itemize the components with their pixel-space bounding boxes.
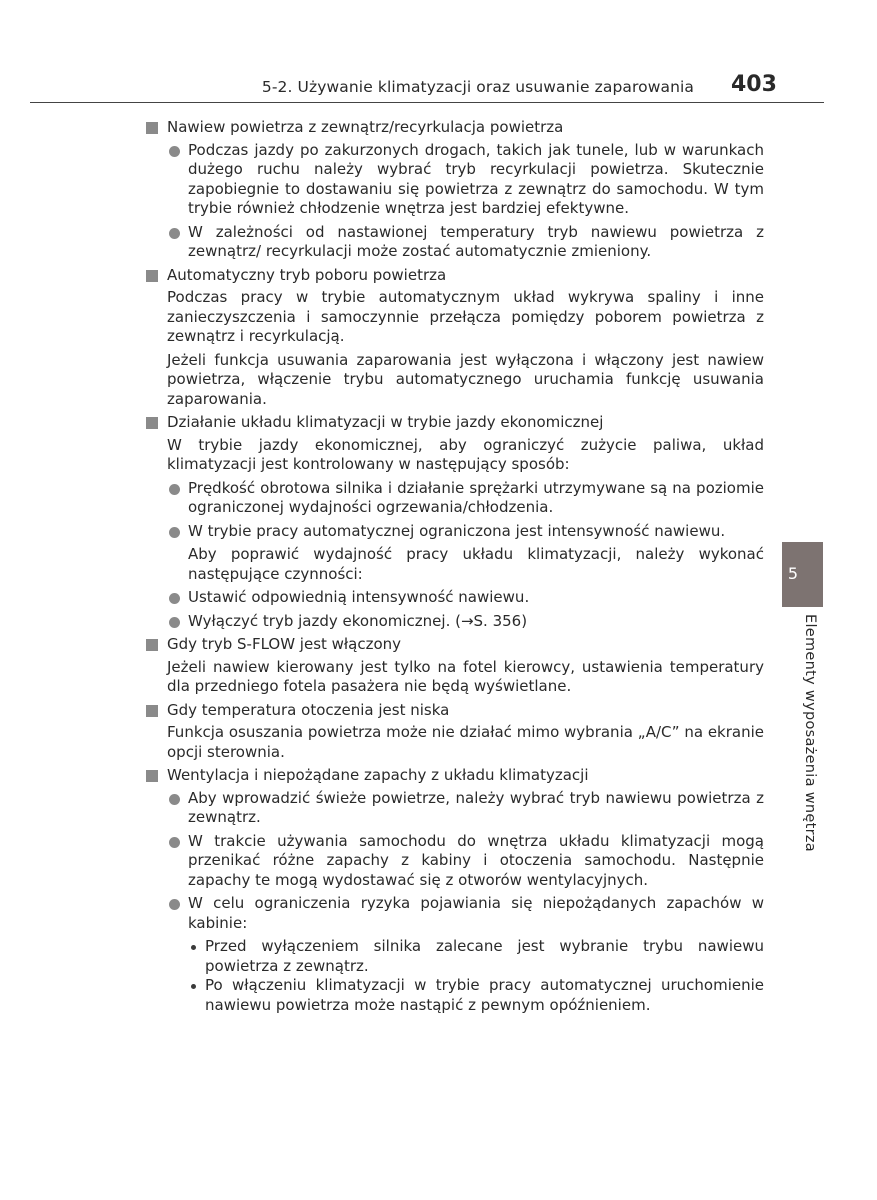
paragraph: W trybie jazdy ekonomicznej, aby ograniczyć zużycie paliwa, układ klimatyzacji jest kontrolowany w następujący sposób:: [167, 435, 764, 473]
circle-bullet-icon: [169, 484, 180, 495]
chapter-label: Elementy wyposażenia wnętrza: [802, 614, 818, 852]
small-dot-bullet-icon: [191, 984, 196, 989]
section-air-intake: [146, 118, 764, 262]
square-bullet-icon: [146, 639, 158, 651]
paragraph: Jeżeli funkcja usuwania zaparowania jest wyłączona i włączony jest nawiew powietrza, włączenie trybu automatycznego uruchamia funkcję usuwania zaparowania.: [167, 350, 764, 408]
circle-bullet-icon: [169, 146, 180, 157]
bullet-item: W celu ograniczenia ryzyka pojawiania się niepożądanych zapachów w kabinie:: [146, 894, 764, 933]
section-heading: Automatyczny tryb poboru powietrza: [146, 266, 764, 286]
small-dot-bullet-icon: [191, 945, 196, 950]
bullet-item: Ustawić odpowiednią intensywność nawiewu.: [146, 588, 764, 608]
bullet-item: Podczas jazdy po zakurzonych drogach, takich jak tunele, lub w warunkach dużego ruchu należy wybrać tryb recyrkulacji powietrza. Skutecznie zapobiegnie to dostawaniu się powietrza z zewnątrz do samochodu. W tym trybie również chłodzenie wnętrza jest bardziej efektywne.: [146, 141, 764, 219]
circle-bullet-icon: [169, 228, 180, 239]
page-number: 403: [731, 72, 777, 97]
section-low-temperature: [146, 701, 764, 763]
circle-bullet-icon: [169, 899, 180, 910]
square-bullet-icon: [146, 122, 158, 134]
paragraph: Funkcja osuszania powietrza może nie działać mimo wybrania „A/C” na ekranie opcji sterownia.: [167, 723, 764, 761]
header-rule: [30, 102, 824, 103]
circle-bullet-icon: [169, 593, 180, 604]
chapter-title: 5-2. Używanie klimatyzacji oraz usuwanie zaparowania: [261, 78, 694, 96]
section-heading: Gdy tryb S-FLOW jest włączony: [146, 635, 764, 655]
section-auto-intake: [146, 266, 764, 410]
square-bullet-icon: [146, 770, 158, 782]
paragraph: Podczas pracy w trybie automatycznym układ wykrywa spaliny i inne zanieczyszczenia i samoczynnie przełącza pomiędzy poborem powietrza z zewnątrz i recyrkulacją.: [167, 288, 764, 345]
section-s-flow: [146, 635, 764, 697]
bullet-item: Aby wprowadzić świeże powietrze, należy wybrać tryb nawiewu powietrza z zewnątrz.: [146, 789, 764, 828]
chapter-tab: [782, 542, 823, 607]
section-heading: Nawiew powietrza z zewnątrz/recyrkulacja powietrza: [146, 118, 764, 138]
section-heading: Działanie układu klimatyzacji w trybie jazdy ekonomicznej: [146, 413, 764, 433]
section-heading: Gdy temperatura otoczenia jest niska: [146, 701, 764, 721]
circle-bullet-icon: [169, 617, 180, 628]
section-eco-mode: [146, 413, 764, 631]
paragraph: Jeżeli nawiew kierowany jest tylko na fotel kierowcy, ustawienia temperatury dla przedniego fotela pasażera nie będą wyświetlane.: [167, 657, 764, 695]
bullet-item: W trybie pracy automatycznej ograniczona jest intensywność nawiewu.: [146, 522, 764, 542]
circle-bullet-icon: [169, 527, 180, 538]
bullet-item: W trakcie używania samochodu do wnętrza układu klimatyzacji mogą przenikać różne zapachy z kabiny i otoczenia samochodu. Następnie zapachy te mogą wydostawać się z otworów wentylacyjnych.: [146, 832, 764, 891]
circle-bullet-icon: [169, 794, 180, 805]
square-bullet-icon: [146, 705, 158, 717]
bullet-note: Aby poprawić wydajność pracy układu klimatyzacji, należy wykonać następujące czynności:: [188, 545, 764, 583]
sub-bullet-item: Przed wyłączeniem silnika zalecane jest wybranie trybu nawiewu powietrza z zewnątrz.: [146, 937, 764, 976]
square-bullet-icon: [146, 270, 158, 282]
square-bullet-icon: [146, 417, 158, 429]
circle-bullet-icon: [169, 837, 180, 848]
sub-bullet-item: Po włączeniu klimatyzacji w trybie pracy automatycznej uruchomienie nawiewu powietrza może nastąpić z pewnym opóźnieniem.: [146, 976, 764, 1015]
page-content: [146, 118, 764, 1019]
chapter-number: 5: [787, 564, 799, 583]
section-heading: Wentylacja i niepożądane zapachy z układu klimatyzacji: [146, 766, 764, 786]
bullet-item: Prędkość obrotowa silnika i działanie sprężarki utrzymywane są na poziomie ograniczonej wydajności ogrzewania/chłodzenia.: [146, 479, 764, 518]
section-ventilation-odors: [146, 766, 764, 1015]
bullet-item: W zależności od nastawionej temperatury tryb nawiewu powietrza z zewnątrz/ recyrkulacji może zostać automatycznie zmieniony.: [146, 223, 764, 262]
bullet-item: Wyłączyć tryb jazdy ekonomicznej. (→S. 356): [146, 612, 764, 632]
page-header: [0, 0, 877, 110]
